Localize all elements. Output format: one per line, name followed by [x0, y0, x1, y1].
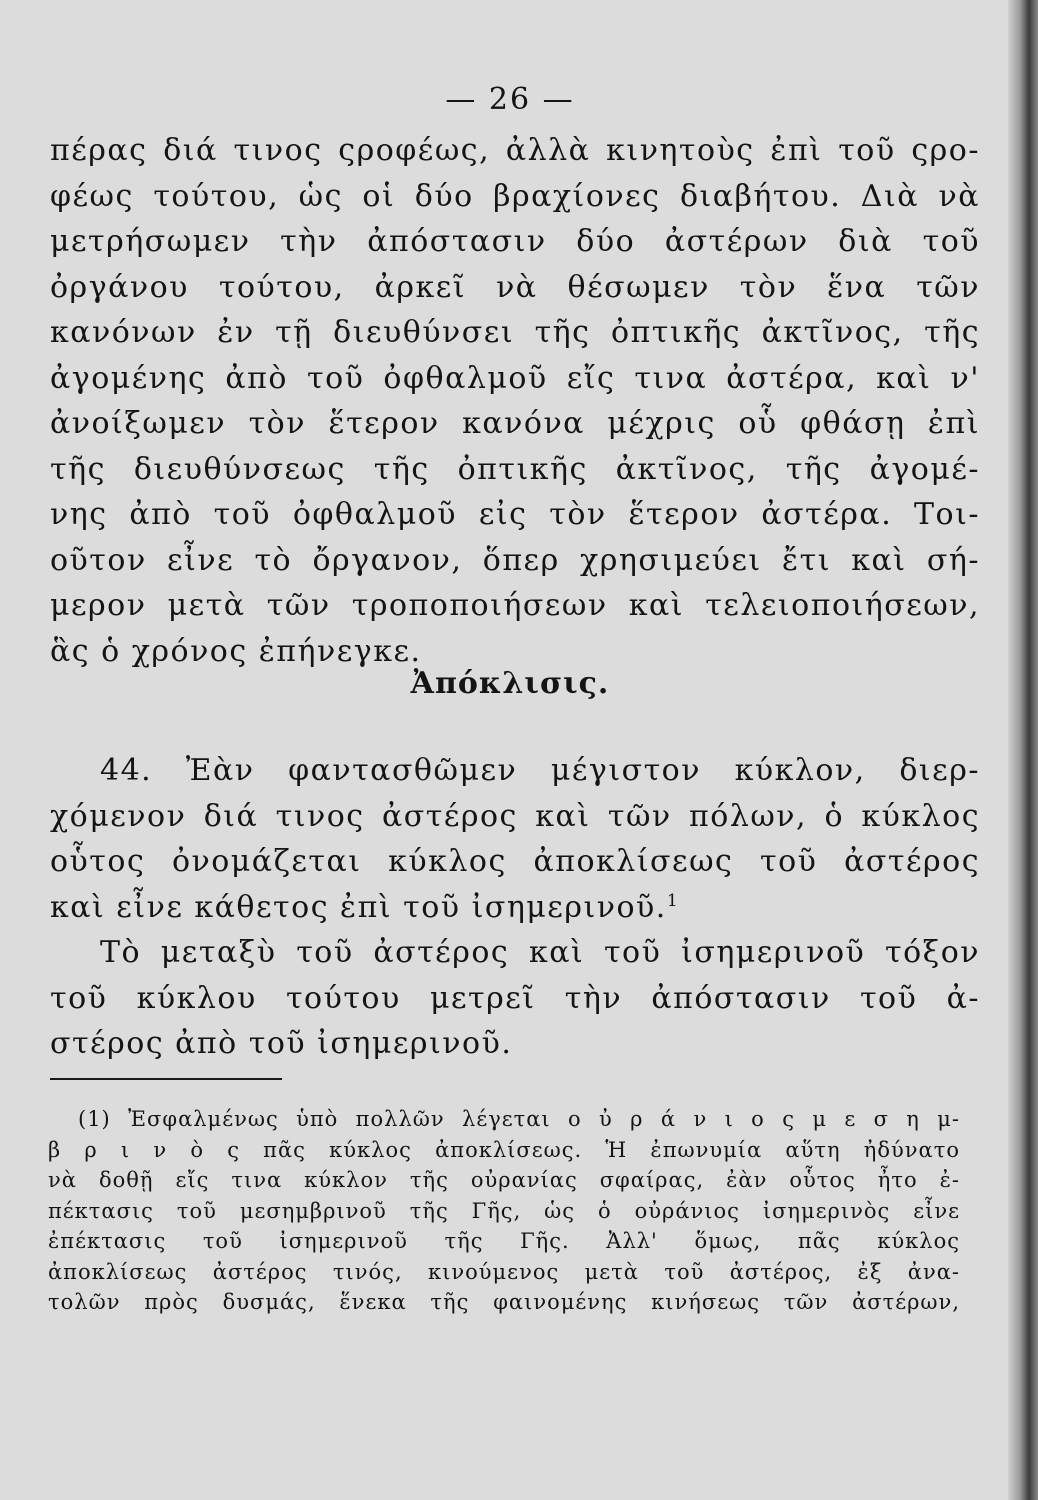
footnote-line: β ρ ι ν ὸ ς πᾶς κύκλος ἀποκλίσεως. Ἡ ἐπωνυμία αὕτη ἠδύνατο: [48, 1137, 960, 1162]
text-line: στέρος ἀπὸ τοῦ ἰσημερινοῦ.: [50, 1026, 513, 1061]
text-line: ὀργάνου τούτου, ἀρκεῖ νὰ θέσωμεν τὸν ἕνα τῶν: [50, 269, 980, 305]
page-binding-edge: [1008, 0, 1038, 1500]
text-line: νης ἀπὸ τοῦ ὀφθαλμοῦ εἰς τὸν ἕτερον ἀστέρα. Τοι-: [50, 497, 980, 532]
footnote-line: (1) Ἐσφαλμένως ὑπὸ πολλῶν λέγεται ο ὐ ρ ά ν ι ο ς μ ε σ η μ-: [78, 1107, 960, 1131]
paragraph-2: [50, 748, 980, 930]
text-line: [50, 885, 980, 931]
section-heading: Ἀπόκλισις.: [410, 666, 610, 701]
text-line: τῆς διευθύνσεως τῆς ὀπτικῆς ἀκτῖνος, τῆς ἀγομέ-: [50, 451, 980, 487]
footnote-line: τολῶν πρὸς δυσμάς, ἕνεκα τῆς φαινομένης κινήσεως τῶν ἀστέρων,: [48, 1290, 960, 1314]
text-line: μερον μετὰ τῶν τροποποιήσεων καὶ τελειοποιήσεων,: [50, 588, 980, 623]
footnote-line: πέκτασις τοῦ μεσημβρινοῦ τῆς Γῆς, ὡς ὁ οὐράνιος ἰσημερινὸς εἶνε: [48, 1198, 960, 1223]
text-line: ἀνοίξωμεν τὸν ἕτερον κανόνα μέχρις οὗ φθάσῃ ἐπὶ: [50, 406, 980, 441]
text-line: μετρήσωμεν τὴν ἀπόστασιν δύο ἀστέρων διὰ τοῦ: [50, 224, 980, 259]
footnote-line: ἐπέκτασις τοῦ ἰσημερινοῦ τῆς Γῆς. Ἀλλ' ὅμως, πᾶς κύκλος: [48, 1229, 960, 1253]
text-line: Τὸ μεταξὺ τοῦ ἀστέρος καὶ τοῦ ἰσημερινοῦ τόξον: [100, 935, 980, 970]
paragraph-1: [50, 128, 980, 674]
footnote-divider: [50, 1078, 282, 1080]
text-line: ἀγομένης ἀπὸ τοῦ ὀφθαλμοῦ εἴς τινα ἀστέρα, καὶ ν': [50, 360, 980, 396]
text-line: οὗτος ὀνομάζεται κύκλος ἀποκλίσεως τοῦ ἀστέρος: [50, 844, 980, 879]
text-line: χόμενον διά τινος ἀστέρος καὶ τῶν πόλων, ὁ κύκλος: [50, 798, 980, 834]
footnote-line: ἀποκλίσεως ἀστέρος τινός, κινούμενος μετὰ τοῦ ἀστέρος, ἐξ ἀνα-: [48, 1259, 960, 1284]
text-line: ἃς ὁ χρόνος ἐπήνεγκε.: [50, 633, 422, 669]
text-line: πέρας διά τινος ςροφέως, ἀλλὰ κινητοὺς ἐπὶ τοῦ ςρο-: [50, 133, 980, 168]
text-line: οῦτον εἶνε τὸ ὄργανον, ὅπερ χρησιμεύει ἔτι καὶ σή-: [50, 542, 980, 578]
text-line: φέως τούτου, ὡς οἱ δύο βραχίονες διαβήτου. Διὰ νὰ: [50, 178, 980, 214]
text-line: κανόνων ἐν τῇ διευθύνσει τῆς ὀπτικῆς ἀκτῖνος, τῆς: [50, 315, 980, 350]
footnote-marker: 1: [666, 890, 680, 911]
footnote: [48, 1104, 960, 1318]
text-run: καὶ εἶνε κάθετος ἐπὶ τοῦ ἰσημερινοῦ.: [50, 889, 667, 925]
page-number: — 26 —: [445, 82, 575, 117]
footnote-line: νὰ δοθῇ εἴς τινα κύκλον τῆς οὐρανίας σφαίρας, ἐὰν οὗτος ἦτο ἐ-: [48, 1168, 960, 1192]
text-line: 44. Ἐὰν φαντασθῶμεν μέγιστον κύκλον, διερ-: [100, 753, 980, 788]
paragraph-3: [50, 930, 980, 1067]
text-line: τοῦ κύκλου τούτου μετρεῖ τὴν ἀπόστασιν τοῦ ἀ-: [50, 980, 980, 1016]
